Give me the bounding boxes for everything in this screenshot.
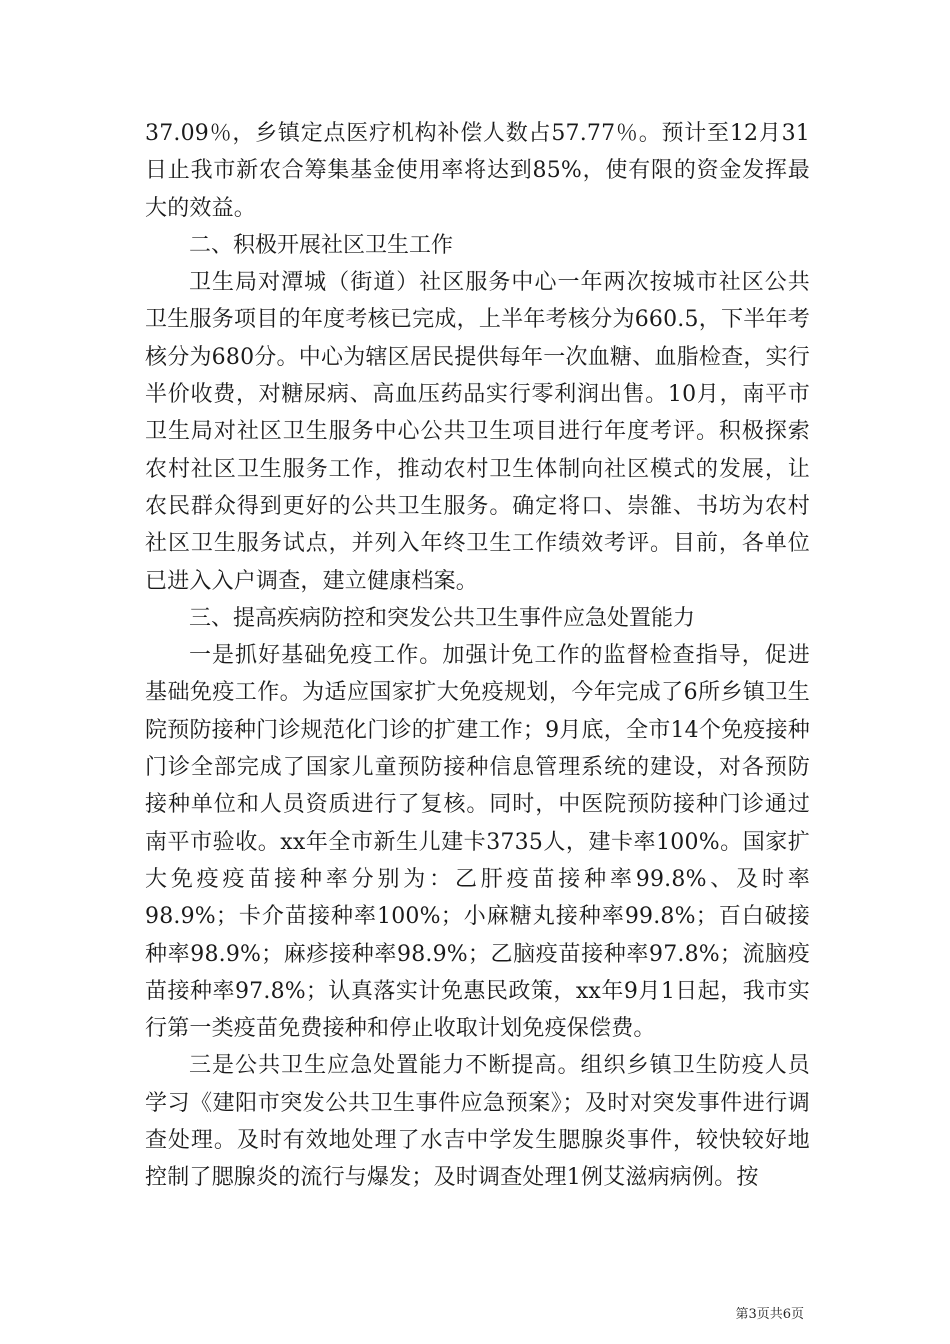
paragraph-emergency-response: 三是公共卫生应急处置能力不断提高。组织乡镇卫生防疫人员学习《建阳市突发公共卫生事件应急预案》；及时对突发事件进行调查处理。及时有效地处理了水吉中学发生腮腺炎事件，较快较好地控制了腮腺炎的流行与爆发；及时调查处理1例艾滋病病例。按: [145, 1053, 810, 1191]
page-number: 第3页共6页: [735, 1307, 804, 1322]
section-heading-disease-control: 三、提高疾病防控和突发公共卫生事件应急处置能力: [189, 605, 696, 631]
document-body: [145, 115, 810, 1197]
paragraph-fund-usage: 37.09％，乡镇定点医疗机构补偿人数占57.77％。预计至12月31日止我市新农合筹集基金使用率将达到85%，使有限的资金发挥最大的效益。: [145, 121, 810, 221]
paragraph-community-health: 卫生局对潭城（街道）社区服务中心一年两次按城市社区公共卫生服务项目的年度考核已完成，上半年考核分为660.5，下半年考核分为680分。中心为辖区居民提供每年一次血糖、血脂检查，实行半价收费，对糖尿病、高血压药品实行零利润出售。10月，南平市卫生局对社区卫生服务中心公共卫生项目进行年度考评。积极探索农村社区卫生服务工作，推动农村卫生体制向社区模式的发展，让农民群众得到更好的公共卫生服务。确定将口、崇雒、书坊为农村社区卫生服务试点，并列入年终卫生工作绩效考评。目前，各单位已进入入户调查，建立健康档案。: [145, 270, 810, 594]
section-heading-community-health: 二、积极开展社区卫生工作: [189, 232, 454, 258]
paragraph-immunization: 一是抓好基础免疫工作。加强计免工作的监督检查指导，促进基础免疫工作。为适应国家扩大免疫规划，今年完成了6所乡镇卫生院预防接种门诊规范化门诊的扩建工作；9月底，全市14个免疫接种门诊全部完成了国家儿童预防接种信息管理系统的建设，对各预防接种单位和人员资质进行了复核。同时，中医院预防接种门诊通过南平市验收。xx年全市新生儿建卡3735人，建卡率100%。国家扩大免疫疫苗接种率分别为：乙肝疫苗接种率99.8%、及时率98.9%；卡介苗接种率100%；小麻糖丸接种率99.8%；百白破接种率98.9%；麻疹接种率98.9%；乙脑疫苗接种率97.8%；流脑疫苗接种率97.8%；认真落实计免惠民政策，xx年9月1日起，我市实行第一类疫苗免费接种和停止收取计划免疫保偿费。: [145, 643, 810, 1042]
